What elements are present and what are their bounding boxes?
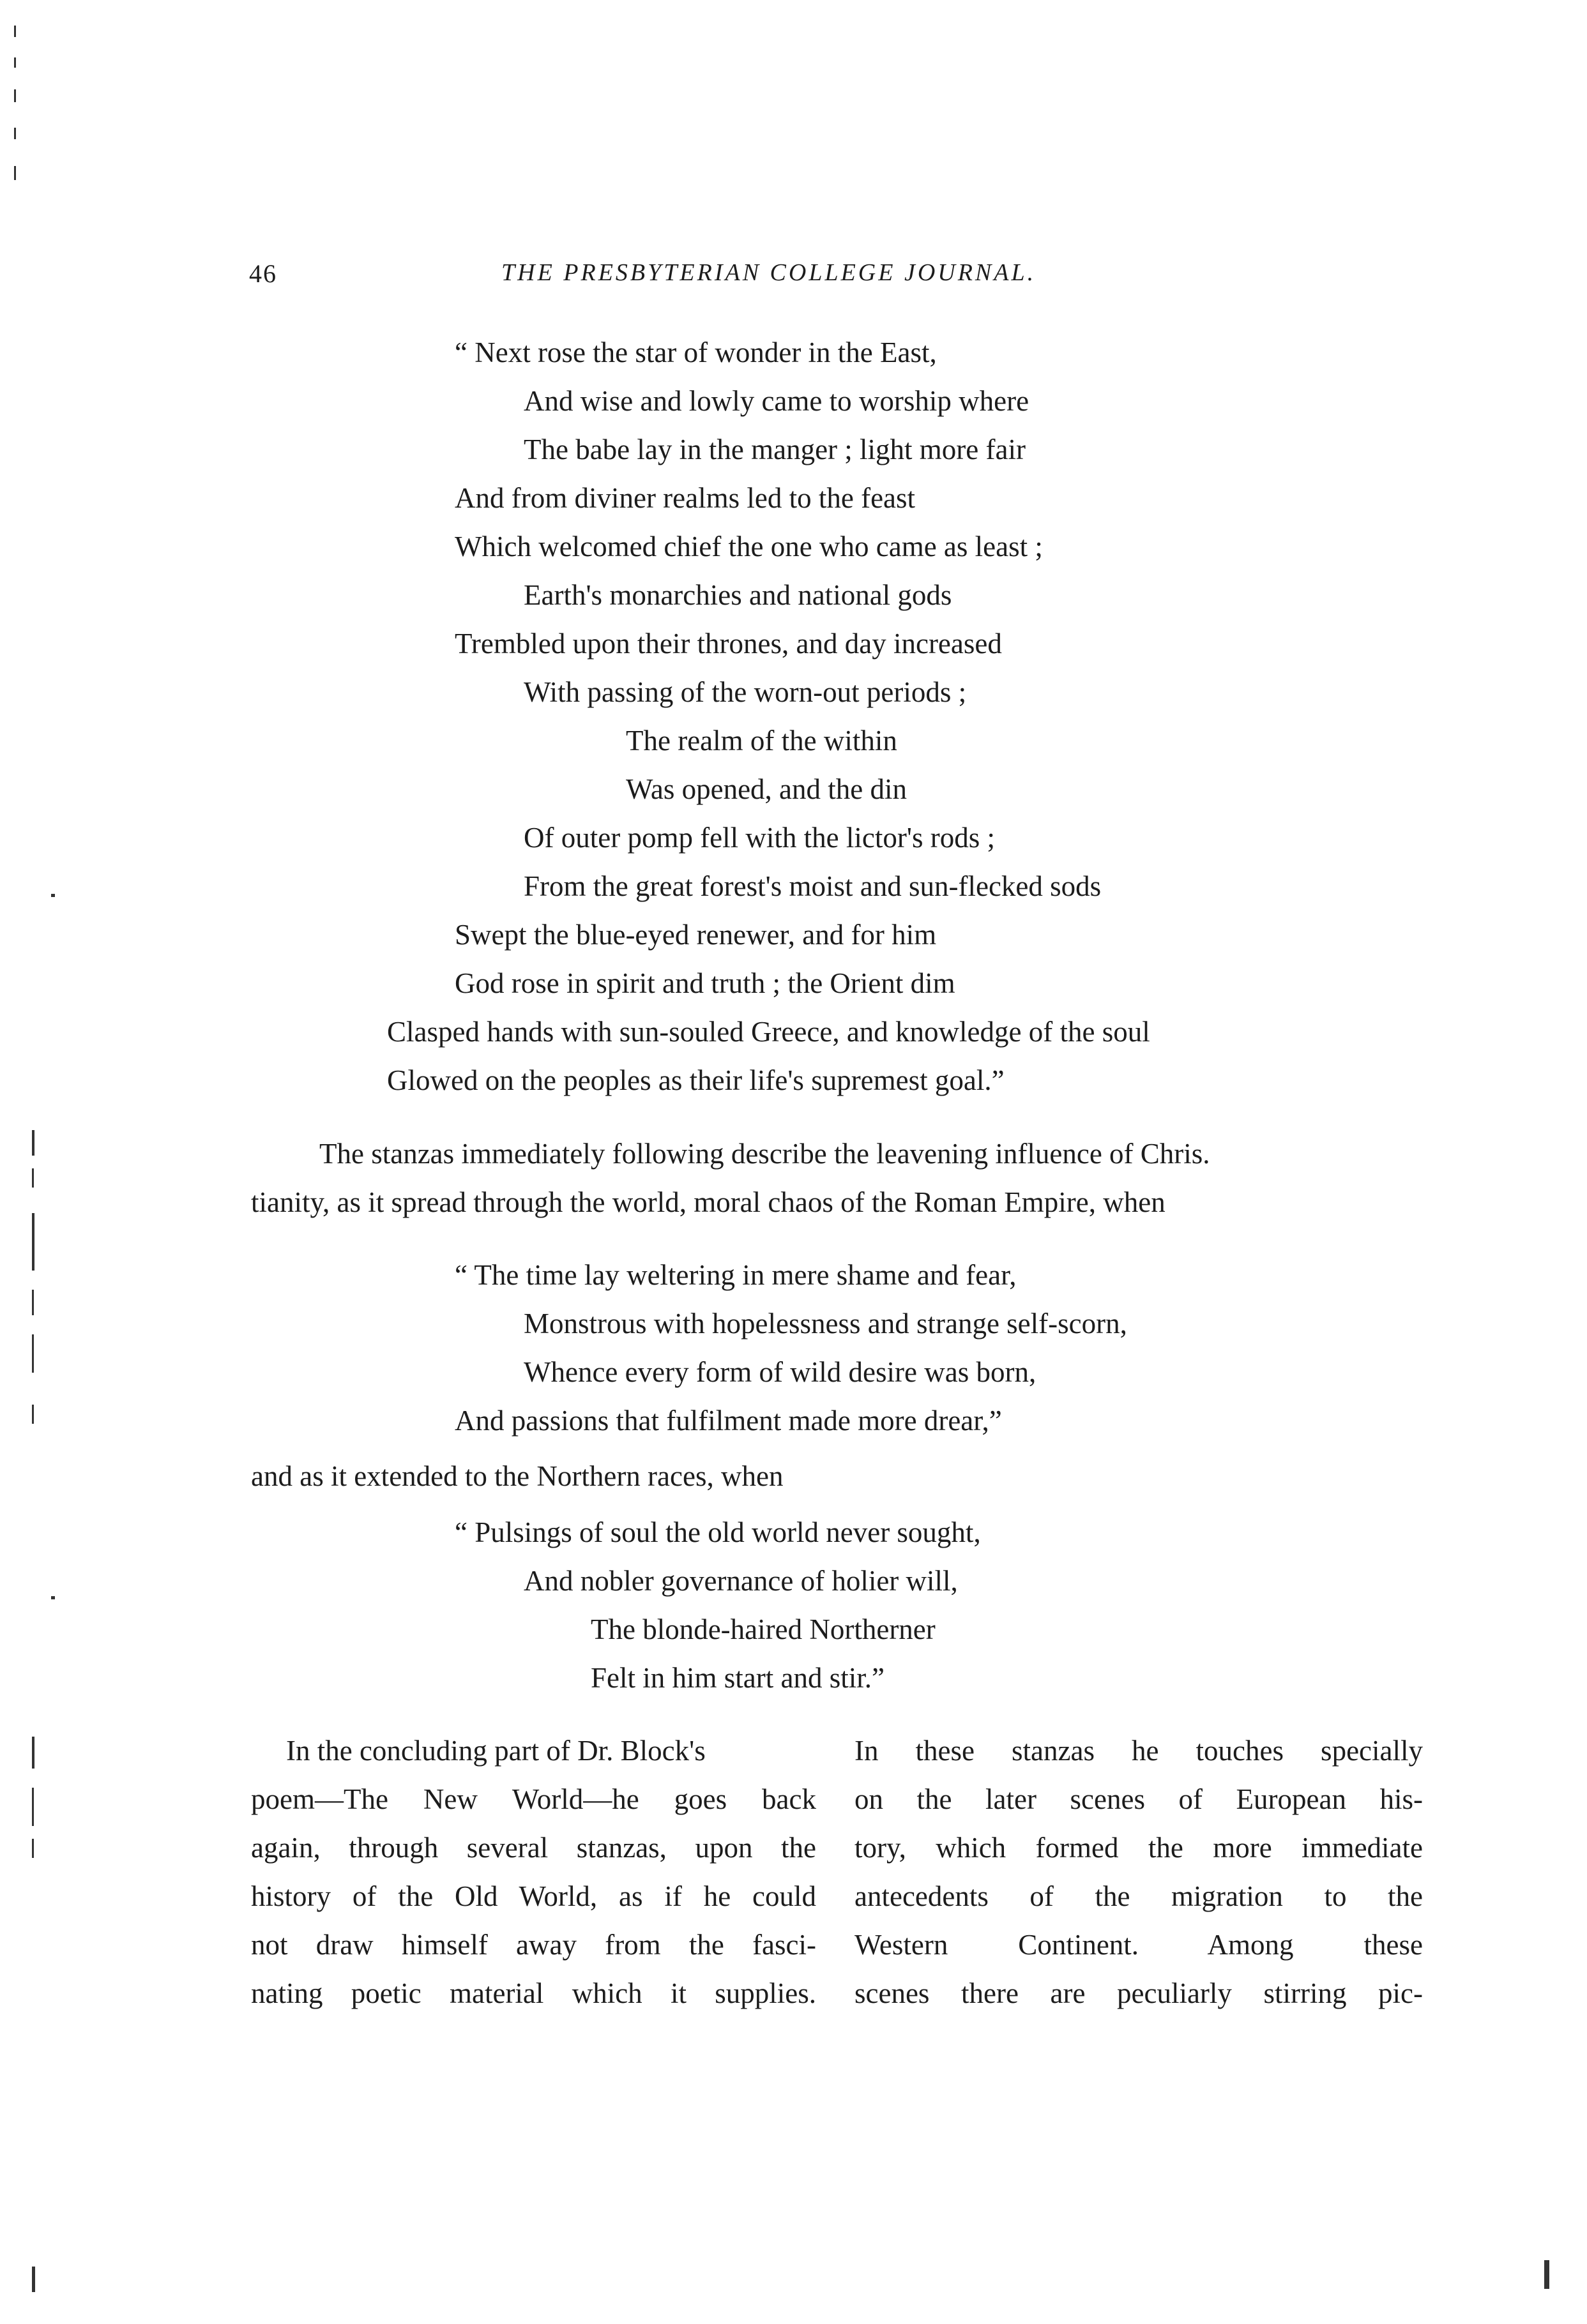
- poem-line: Earth's monarchies and national gods: [524, 579, 952, 611]
- poem-line: “ The time lay weltering in mere shame and fear,: [455, 1259, 1017, 1291]
- scan-speck: [14, 89, 16, 102]
- scan-speck: [32, 1213, 34, 1271]
- scan-speck: [14, 26, 16, 37]
- poem-line: God rose in spirit and truth ; the Orient dim: [455, 967, 955, 999]
- running-title: THE PRESBYTERIAN COLLEGE JOURNAL.: [501, 259, 1036, 286]
- column-line: In these stanzas he touches specially: [854, 1735, 1423, 1767]
- column-line: Western Continent. Among these: [854, 1929, 1423, 1961]
- poem-line: Which welcomed chief the one who came as least ;: [455, 531, 1043, 562]
- column-line: nating poetic material which it supplies.: [251, 1977, 816, 2009]
- poem-line: And passions that fulfilment made more drear,”: [455, 1405, 1002, 1437]
- poem-line: “ Pulsings of soul the old world never sought,: [455, 1516, 981, 1548]
- scan-speck: [32, 2267, 35, 2292]
- scan-speck: [32, 1130, 34, 1156]
- scan-speck: [32, 1839, 34, 1858]
- prose-line-2: and as it extended to the Northern races, when: [251, 1460, 784, 1492]
- scan-speck: [14, 166, 16, 180]
- column-line: scenes there are peculiarly stirring pic-: [854, 1977, 1423, 2009]
- poem-line: From the great forest's moist and sun-flecked sods: [524, 870, 1102, 902]
- poem-line: And nobler governance of holier will,: [524, 1565, 958, 1597]
- column-line: not draw himself away from the fasci-: [251, 1929, 816, 1961]
- scan-speck: [32, 1290, 34, 1315]
- page-number: 46: [249, 259, 277, 288]
- poem-line: And wise and lowly came to worship where: [524, 385, 1029, 417]
- poem-line: Trembled upon their thrones, and day increased: [455, 628, 1002, 660]
- poem-line: The babe lay in the manger ; light more fair: [524, 434, 1026, 465]
- poem-line: Felt in him start and stir.”: [591, 1662, 885, 1694]
- poem-line: The blonde-haired Northerner: [591, 1613, 936, 1645]
- column-line: again, through several stanzas, upon the: [251, 1832, 816, 1864]
- prose-line: tianity, as it spread through the world, moral chaos of the Roman Empire, when: [251, 1186, 1166, 1218]
- scan-speck: [14, 128, 16, 139]
- column-line: on the later scenes of European his-: [854, 1783, 1423, 1815]
- scan-speck: [32, 1334, 34, 1373]
- column-line: history of the Old World, as if he could: [251, 1880, 816, 1912]
- poem-line: And from diviner realms led to the feast: [455, 482, 916, 514]
- column-line: antecedents of the migration to the: [854, 1880, 1423, 1912]
- prose-line: The stanzas immediately following describe the leavening influence of Chris.: [319, 1138, 1210, 1170]
- poem-line: Of outer pomp fell with the lictor's rods ;: [524, 822, 995, 854]
- scan-speck: [32, 1405, 34, 1424]
- scan-speck: [51, 894, 55, 897]
- poem-line: Whence every form of wild desire was born,: [524, 1356, 1036, 1388]
- poem-line: Glowed on the peoples as their life's supremest goal.”: [387, 1064, 1005, 1096]
- scan-speck: [14, 57, 16, 68]
- poem-line: The realm of the within: [626, 725, 897, 757]
- column-line: tory, which formed the more immediate: [854, 1832, 1423, 1864]
- poem-line: “ Next rose the star of wonder in the East,: [455, 336, 937, 368]
- scan-speck: [51, 1596, 55, 1599]
- poem-line: Swept the blue-eyed renewer, and for him: [455, 919, 937, 951]
- scan-speck: [32, 1788, 34, 1826]
- poem-line: Monstrous with hopelessness and strange self-scorn,: [524, 1308, 1127, 1339]
- poem-line: With passing of the worn-out periods ;: [524, 676, 967, 708]
- poem-line: Clasped hands with sun-souled Greece, and knowledge of the soul: [387, 1016, 1150, 1048]
- column-line: poem—The New World—he goes back: [251, 1783, 816, 1815]
- column-line: In the concluding part of Dr. Block's: [286, 1735, 706, 1767]
- scan-speck: [1544, 2260, 1549, 2289]
- scan-speck: [32, 1737, 34, 1769]
- poem-line: Was opened, and the din: [626, 773, 907, 805]
- page-header: [249, 259, 1303, 297]
- scan-speck: [32, 1168, 34, 1188]
